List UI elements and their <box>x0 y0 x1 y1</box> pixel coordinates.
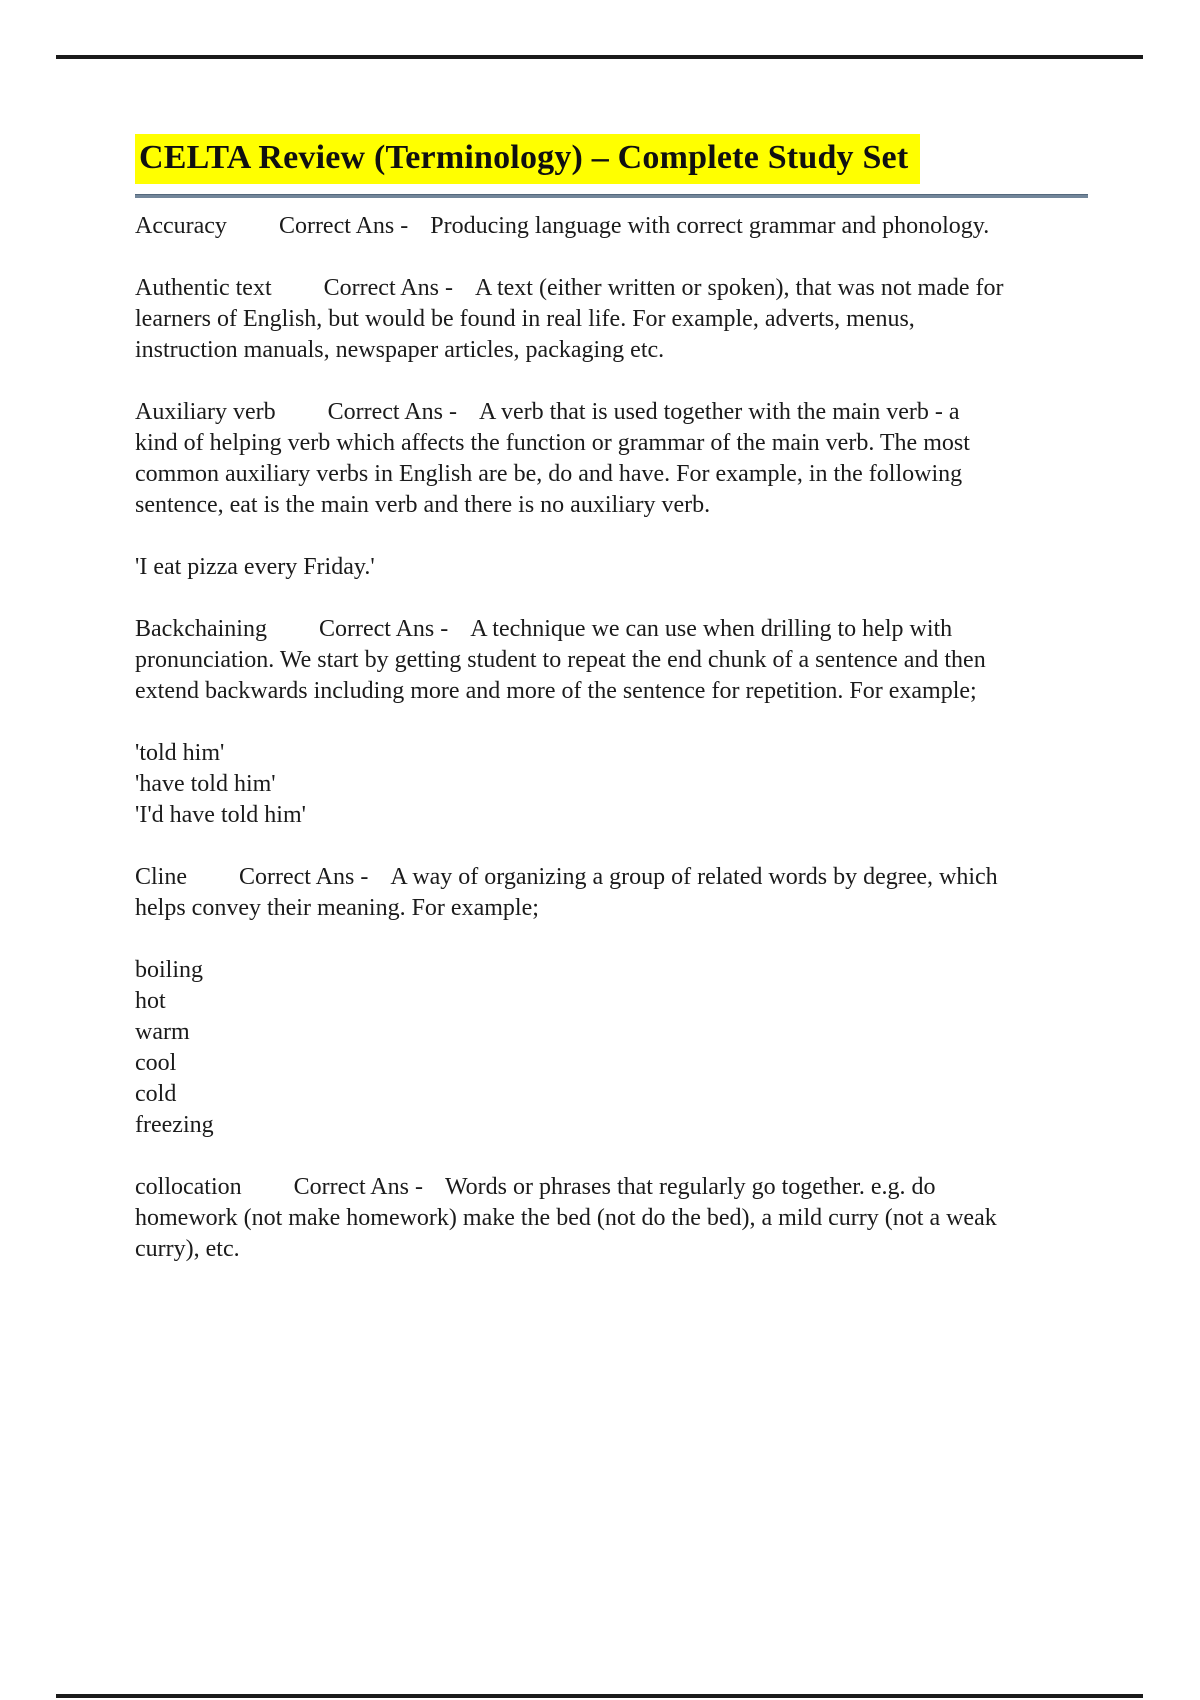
answer-label: Correct Ans - <box>318 616 449 642</box>
definition-text: A text (either written or spoken), that was not made for learners of English, but would be found in real life. For example, adverts, menus, instruction manuals, newspaper articles, packaging etc. <box>135 275 1004 363</box>
example-line: 'I eat pizza every Friday.' <box>135 554 375 580</box>
entry <box>135 614 1007 707</box>
term-text: Backchaining <box>135 616 267 642</box>
bottom-rule <box>56 1694 1143 1698</box>
definition-text: A technique we can use when drilling to help with pronunciation. We start by getting student to repeat the end chunk of a sentence and then extend backwards including more and more of the sentence for repetition. For example; <box>135 616 986 704</box>
top-rule <box>56 55 1143 59</box>
term-text: Cline <box>135 864 187 890</box>
entry <box>135 273 1007 366</box>
definition-text: Words or phrases that regularly go together. e.g. do homework (not make homework) make the bed (not do the bed), a mild curry (not a weak curry), etc. <box>135 1174 997 1262</box>
answer-label: Correct Ans - <box>327 399 457 425</box>
example-block <box>135 738 1007 831</box>
example-block <box>135 955 1007 1141</box>
page-title: CELTA Review (Terminology) – Complete Study Set <box>135 134 920 184</box>
example-line: 'told him' <box>135 740 225 766</box>
entry <box>135 862 1007 924</box>
title-wrap <box>135 134 920 184</box>
entry <box>135 1172 1007 1265</box>
definition-text: A way of organizing a group of related words by degree, which helps convey their meaning. For example; <box>135 864 998 921</box>
term-text: Auxiliary verb <box>135 399 276 425</box>
entry <box>135 211 1007 242</box>
answer-label: Correct Ans - <box>323 275 453 301</box>
example-line: hot <box>135 988 166 1014</box>
term-text: Authentic text <box>135 275 272 301</box>
term-text: Accuracy <box>135 213 227 239</box>
example-line: boiling <box>135 957 204 983</box>
example-line: cool <box>135 1050 177 1076</box>
title-underline <box>135 194 1088 198</box>
document-body <box>135 211 1007 1296</box>
example-line: 'I'd have told him' <box>135 802 306 828</box>
answer-label: Correct Ans - <box>239 864 369 890</box>
example-block <box>135 552 1007 583</box>
example-line: freezing <box>135 1112 214 1138</box>
example-line: cold <box>135 1081 177 1107</box>
example-line: warm <box>135 1019 190 1045</box>
term-text: collocation <box>135 1174 242 1200</box>
definition-text: Producing language with correct grammar and phonology. <box>430 213 990 239</box>
definition-text: A verb that is used together with the main verb - a kind of helping verb which affects the function or grammar of the main verb. The most common auxiliary verbs in English are be, do and have. For example, in the following sentence, eat is the main verb and there is no auxiliary verb. <box>135 399 970 518</box>
answer-label: Correct Ans - <box>278 213 409 239</box>
answer-label: Correct Ans - <box>293 1174 423 1200</box>
example-line: 'have told him' <box>135 771 276 797</box>
entry <box>135 397 1007 521</box>
